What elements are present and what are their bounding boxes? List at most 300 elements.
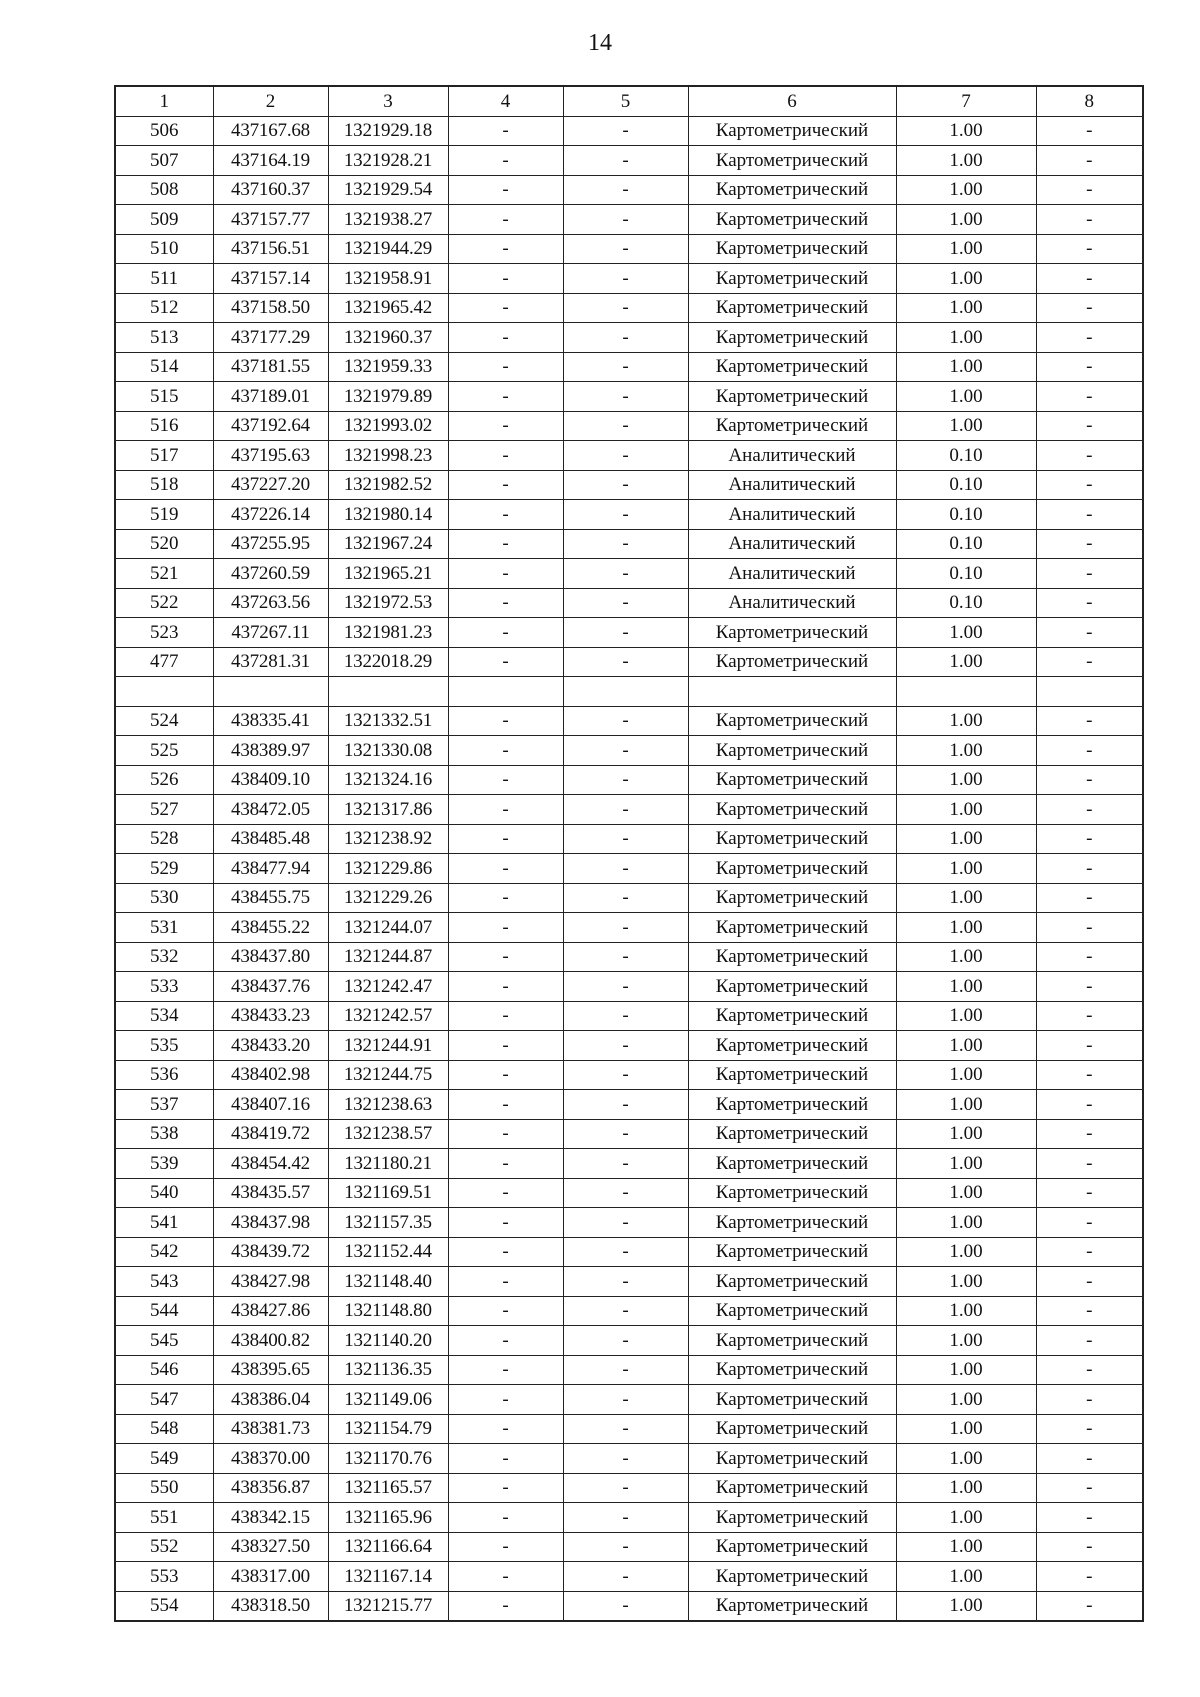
col-5-cell: - [563,1119,688,1149]
col-5-cell: - [563,323,688,353]
col-4-cell: - [448,1208,563,1238]
col-8-cell: - [1036,1031,1143,1061]
method-cell: Аналитический [688,500,896,530]
col-4-cell: - [448,1267,563,1297]
coord-y-cell: 1321324.16 [328,765,448,795]
col-4-cell: - [448,1532,563,1562]
point-number-cell: 536 [115,1060,213,1090]
coord-x-cell: 438437.80 [213,942,328,972]
col-4-cell [448,677,563,707]
point-number-cell: 552 [115,1532,213,1562]
col-4-cell: - [448,1060,563,1090]
col-8-cell: - [1036,736,1143,766]
point-number-cell: 509 [115,205,213,235]
accuracy-cell: 1.00 [896,883,1036,913]
col-4-cell: - [448,942,563,972]
col-4-cell: - [448,1031,563,1061]
col-5-cell: - [563,1562,688,1592]
method-cell: Картометрический [688,972,896,1002]
col-5-cell: - [563,411,688,441]
col-8-cell: - [1036,352,1143,382]
column-header-4: 4 [448,86,563,116]
point-number-cell: 531 [115,913,213,943]
coord-x-cell: 438485.48 [213,824,328,854]
point-number-cell: 554 [115,1591,213,1621]
method-cell: Картометрический [688,205,896,235]
coord-x-cell: 438402.98 [213,1060,328,1090]
col-4-cell: - [448,1503,563,1533]
col-5-cell: - [563,1326,688,1356]
col-8-cell: - [1036,588,1143,618]
col-8-cell: - [1036,1149,1143,1179]
coord-y-cell: 1321993.02 [328,411,448,441]
col-4-cell: - [448,736,563,766]
col-8-cell: - [1036,706,1143,736]
method-cell: Картометрический [688,1149,896,1179]
coord-y-cell: 1321165.96 [328,1503,448,1533]
method-cell: Картометрический [688,1031,896,1061]
accuracy-cell: 1.00 [896,1385,1036,1415]
accuracy-cell: 1.00 [896,795,1036,825]
col-5-cell: - [563,854,688,884]
col-4-cell: - [448,382,563,412]
coord-x-cell: 437181.55 [213,352,328,382]
col-4-cell: - [448,913,563,943]
accuracy-cell: 0.10 [896,588,1036,618]
coord-y-cell: 1321180.21 [328,1149,448,1179]
table-row [115,588,1143,618]
coord-x-cell: 438437.98 [213,1208,328,1238]
coord-x-cell: 438386.04 [213,1385,328,1415]
coord-y-cell: 1321157.35 [328,1208,448,1238]
col-4-cell: - [448,1296,563,1326]
accuracy-cell: 1.00 [896,1326,1036,1356]
method-cell: Картометрический [688,706,896,736]
point-number-cell: 506 [115,116,213,146]
method-cell: Картометрический [688,116,896,146]
col-5-cell: - [563,706,688,736]
col-8-cell: - [1036,1355,1143,1385]
coord-y-cell: 1321959.33 [328,352,448,382]
table-row [115,1444,1143,1474]
accuracy-cell: 1.00 [896,706,1036,736]
method-cell: Картометрический [688,1237,896,1267]
col-4-cell: - [448,618,563,648]
table-row [115,1149,1143,1179]
point-number-cell: 516 [115,411,213,441]
col-4-cell: - [448,1090,563,1120]
coord-x-cell: 437177.29 [213,323,328,353]
method-cell: Аналитический [688,559,896,589]
coord-x-cell: 437192.64 [213,411,328,441]
point-number-cell: 510 [115,234,213,264]
coord-y-cell: 1321938.27 [328,205,448,235]
accuracy-cell: 1.00 [896,293,1036,323]
col-8-cell: - [1036,146,1143,176]
accuracy-cell: 1.00 [896,1060,1036,1090]
accuracy-cell: 1.00 [896,1267,1036,1297]
point-number-cell: 548 [115,1414,213,1444]
coord-x-cell: 438437.76 [213,972,328,1002]
coord-y-cell: 1321929.54 [328,175,448,205]
col-4-cell: - [448,1001,563,1031]
col-4-cell: - [448,1444,563,1474]
col-5-cell: - [563,1237,688,1267]
coord-y-cell: 1321928.21 [328,146,448,176]
col-5-cell: - [563,1355,688,1385]
col-5-cell: - [563,441,688,471]
method-cell: Картометрический [688,913,896,943]
col-5-cell: - [563,382,688,412]
method-cell: Картометрический [688,765,896,795]
table-row [115,1090,1143,1120]
point-number-cell: 511 [115,264,213,294]
accuracy-cell: 1.00 [896,1414,1036,1444]
coord-y-cell: 1321136.35 [328,1355,448,1385]
point-number-cell: 515 [115,382,213,412]
coord-x-cell: 437189.01 [213,382,328,412]
coord-y-cell: 1321982.52 [328,470,448,500]
table-row [115,618,1143,648]
table-row [115,382,1143,412]
method-cell: Картометрический [688,1178,896,1208]
accuracy-cell: 1.00 [896,972,1036,1002]
coord-x-cell: 437255.95 [213,529,328,559]
coord-x-cell: 438381.73 [213,1414,328,1444]
col-8-cell: - [1036,1001,1143,1031]
table-row [115,1119,1143,1149]
col-4-cell: - [448,146,563,176]
col-8-cell: - [1036,1591,1143,1621]
table-row [115,824,1143,854]
col-5-cell: - [563,500,688,530]
method-cell: Аналитический [688,529,896,559]
coord-y-cell: 1321998.23 [328,441,448,471]
col-4-cell: - [448,1119,563,1149]
table-row [115,234,1143,264]
table-row [115,146,1143,176]
point-number-cell: 507 [115,146,213,176]
column-header-5: 5 [563,86,688,116]
col-8-cell: - [1036,116,1143,146]
accuracy-cell: 1.00 [896,824,1036,854]
coord-x-cell: 437195.63 [213,441,328,471]
col-8-cell: - [1036,323,1143,353]
col-5-cell: - [563,942,688,972]
col-8-cell: - [1036,441,1143,471]
col-5-cell: - [563,293,688,323]
col-8-cell: - [1036,234,1143,264]
accuracy-cell: 1.00 [896,1031,1036,1061]
table-row [115,559,1143,589]
method-cell: Картометрический [688,824,896,854]
coord-x-cell: 437156.51 [213,234,328,264]
accuracy-cell: 1.00 [896,264,1036,294]
coord-x-cell: 438317.00 [213,1562,328,1592]
col-5-cell: - [563,352,688,382]
col-8-cell: - [1036,972,1143,1002]
table-row [115,470,1143,500]
col-4-cell: - [448,323,563,353]
col-8-cell: - [1036,205,1143,235]
col-8-cell: - [1036,411,1143,441]
col-5-cell: - [563,1473,688,1503]
coord-y-cell: 1321152.44 [328,1237,448,1267]
table-body [115,116,1143,1621]
point-number-cell: 533 [115,972,213,1002]
coord-y-cell: 1321244.75 [328,1060,448,1090]
col-5-cell: - [563,765,688,795]
col-5-cell: - [563,205,688,235]
col-8-cell: - [1036,647,1143,677]
point-number-cell: 553 [115,1562,213,1592]
col-5-cell: - [563,1296,688,1326]
col-5-cell: - [563,1503,688,1533]
col-5-cell: - [563,913,688,943]
col-4-cell: - [448,588,563,618]
col-4-cell: - [448,500,563,530]
method-cell: Картометрический [688,264,896,294]
point-number-cell: 545 [115,1326,213,1356]
coord-x-cell: 438455.75 [213,883,328,913]
table-row [115,1503,1143,1533]
coord-y-cell: 1321166.64 [328,1532,448,1562]
accuracy-cell: 1.00 [896,647,1036,677]
coord-y-cell: 1321958.91 [328,264,448,294]
accuracy-cell: 1.00 [896,382,1036,412]
coord-y-cell: 1321149.06 [328,1385,448,1415]
accuracy-cell: 1.00 [896,234,1036,264]
col-8-cell: - [1036,1178,1143,1208]
method-cell: Картометрический [688,795,896,825]
col-5-cell: - [563,1178,688,1208]
table-row [115,1562,1143,1592]
accuracy-cell: 1.00 [896,1178,1036,1208]
method-cell: Картометрический [688,1060,896,1090]
coord-x-cell: 438327.50 [213,1532,328,1562]
coord-y-cell: 1321244.87 [328,942,448,972]
coord-y-cell: 1321330.08 [328,736,448,766]
col-5-cell: - [563,1532,688,1562]
coordinates-table [114,85,1144,1622]
coord-x-cell: 438356.87 [213,1473,328,1503]
method-cell: Картометрический [688,293,896,323]
coord-y-cell: 1321148.80 [328,1296,448,1326]
accuracy-cell: 0.10 [896,441,1036,471]
table-row [115,942,1143,972]
coord-y-cell: 1321170.76 [328,1444,448,1474]
method-cell: Аналитический [688,441,896,471]
col-4-cell: - [448,854,563,884]
accuracy-cell: 1.00 [896,1591,1036,1621]
table-row [115,765,1143,795]
point-number-cell: 512 [115,293,213,323]
method-cell: Аналитический [688,470,896,500]
table-row [115,913,1143,943]
col-5-cell: - [563,116,688,146]
coord-x-cell: 438435.57 [213,1178,328,1208]
column-header-7: 7 [896,86,1036,116]
col-8-cell: - [1036,1473,1143,1503]
coord-y-cell: 1321148.40 [328,1267,448,1297]
column-header-1: 1 [115,86,213,116]
accuracy-cell: 1.00 [896,1473,1036,1503]
table-row [115,854,1143,884]
page-number: 14 [588,30,612,56]
col-5-cell: - [563,1090,688,1120]
col-8-cell: - [1036,1414,1143,1444]
point-number-cell: 521 [115,559,213,589]
method-cell: Картометрический [688,1090,896,1120]
point-number-cell: 517 [115,441,213,471]
col-4-cell: - [448,1385,563,1415]
point-number-cell: 518 [115,470,213,500]
table-row [115,500,1143,530]
col-4-cell: - [448,352,563,382]
coord-x-cell: 438419.72 [213,1119,328,1149]
col-5-cell: - [563,175,688,205]
method-cell: Картометрический [688,1562,896,1592]
method-cell: Картометрический [688,618,896,648]
table-row [115,1591,1143,1621]
table-row [115,264,1143,294]
table-row [115,647,1143,677]
method-cell: Картометрический [688,1414,896,1444]
col-5-cell: - [563,1591,688,1621]
coord-y-cell: 1321980.14 [328,500,448,530]
col-4-cell: - [448,293,563,323]
coord-y-cell: 1321981.23 [328,618,448,648]
accuracy-cell: 1.00 [896,765,1036,795]
method-cell: Картометрический [688,647,896,677]
col-4-cell: - [448,559,563,589]
point-number-cell: 526 [115,765,213,795]
point-number-cell: 532 [115,942,213,972]
col-4-cell: - [448,883,563,913]
point-number-cell: 535 [115,1031,213,1061]
coord-y-cell: 1321169.51 [328,1178,448,1208]
point-number-cell: 541 [115,1208,213,1238]
coord-y-cell: 1321965.42 [328,293,448,323]
column-header-2: 2 [213,86,328,116]
col-8-cell: - [1036,795,1143,825]
col-8-cell: - [1036,1326,1143,1356]
accuracy-cell: 1.00 [896,1119,1036,1149]
col-4-cell: - [448,529,563,559]
coord-x-cell: 438477.94 [213,854,328,884]
col-5-cell: - [563,618,688,648]
col-8-cell: - [1036,824,1143,854]
coord-x-cell [213,677,328,707]
method-cell: Картометрический [688,1532,896,1562]
col-5-cell: - [563,146,688,176]
accuracy-cell: 1.00 [896,1355,1036,1385]
point-number-cell: 539 [115,1149,213,1179]
table-row [115,1473,1143,1503]
col-5-cell: - [563,736,688,766]
accuracy-cell [896,677,1036,707]
accuracy-cell: 1.00 [896,1503,1036,1533]
col-4-cell: - [448,1237,563,1267]
col-8-cell: - [1036,618,1143,648]
col-8-cell: - [1036,293,1143,323]
col-8-cell: - [1036,942,1143,972]
col-8-cell: - [1036,1296,1143,1326]
coord-x-cell: 438433.23 [213,1001,328,1031]
table-row [115,1208,1143,1238]
coord-y-cell: 1321242.57 [328,1001,448,1031]
coord-x-cell: 438395.65 [213,1355,328,1385]
col-4-cell: - [448,765,563,795]
coord-x-cell: 437167.68 [213,116,328,146]
accuracy-cell: 1.00 [896,1237,1036,1267]
col-4-cell: - [448,1591,563,1621]
coord-x-cell: 438455.22 [213,913,328,943]
method-cell: Картометрический [688,234,896,264]
col-4-cell: - [448,411,563,441]
col-4-cell: - [448,234,563,264]
col-5-cell: - [563,1208,688,1238]
table-row [115,1178,1143,1208]
coord-x-cell: 437157.77 [213,205,328,235]
coord-x-cell: 437263.56 [213,588,328,618]
coord-y-cell: 1321238.63 [328,1090,448,1120]
col-5-cell: - [563,234,688,264]
coord-y-cell: 1321167.14 [328,1562,448,1592]
col-8-cell: - [1036,1562,1143,1592]
col-8-cell: - [1036,1444,1143,1474]
coord-x-cell: 438439.72 [213,1237,328,1267]
point-number-cell [115,677,213,707]
table-row [115,529,1143,559]
method-cell: Картометрический [688,736,896,766]
col-8-cell: - [1036,529,1143,559]
coord-x-cell: 438409.10 [213,765,328,795]
accuracy-cell: 0.10 [896,559,1036,589]
coord-x-cell: 438427.98 [213,1267,328,1297]
accuracy-cell: 1.00 [896,1444,1036,1474]
col-4-cell: - [448,264,563,294]
col-4-cell: - [448,706,563,736]
point-number-cell: 527 [115,795,213,825]
coord-y-cell [328,677,448,707]
table-row [115,706,1143,736]
point-number-cell: 525 [115,736,213,766]
coord-y-cell: 1321332.51 [328,706,448,736]
accuracy-cell: 1.00 [896,1208,1036,1238]
col-4-cell: - [448,1355,563,1385]
point-number-cell: 523 [115,618,213,648]
col-8-cell: - [1036,470,1143,500]
table-row [115,1031,1143,1061]
table-row [115,352,1143,382]
table-row [115,175,1143,205]
col-8-cell [1036,677,1143,707]
col-8-cell: - [1036,264,1143,294]
col-5-cell [563,677,688,707]
col-5-cell: - [563,529,688,559]
method-cell: Картометрический [688,1208,896,1238]
column-header-8: 8 [1036,86,1143,116]
table-row [115,1060,1143,1090]
accuracy-cell: 1.00 [896,1532,1036,1562]
method-cell: Картометрический [688,1119,896,1149]
accuracy-cell: 1.00 [896,1562,1036,1592]
col-4-cell: - [448,1326,563,1356]
col-8-cell: - [1036,883,1143,913]
col-4-cell: - [448,1562,563,1592]
point-number-cell: 524 [115,706,213,736]
